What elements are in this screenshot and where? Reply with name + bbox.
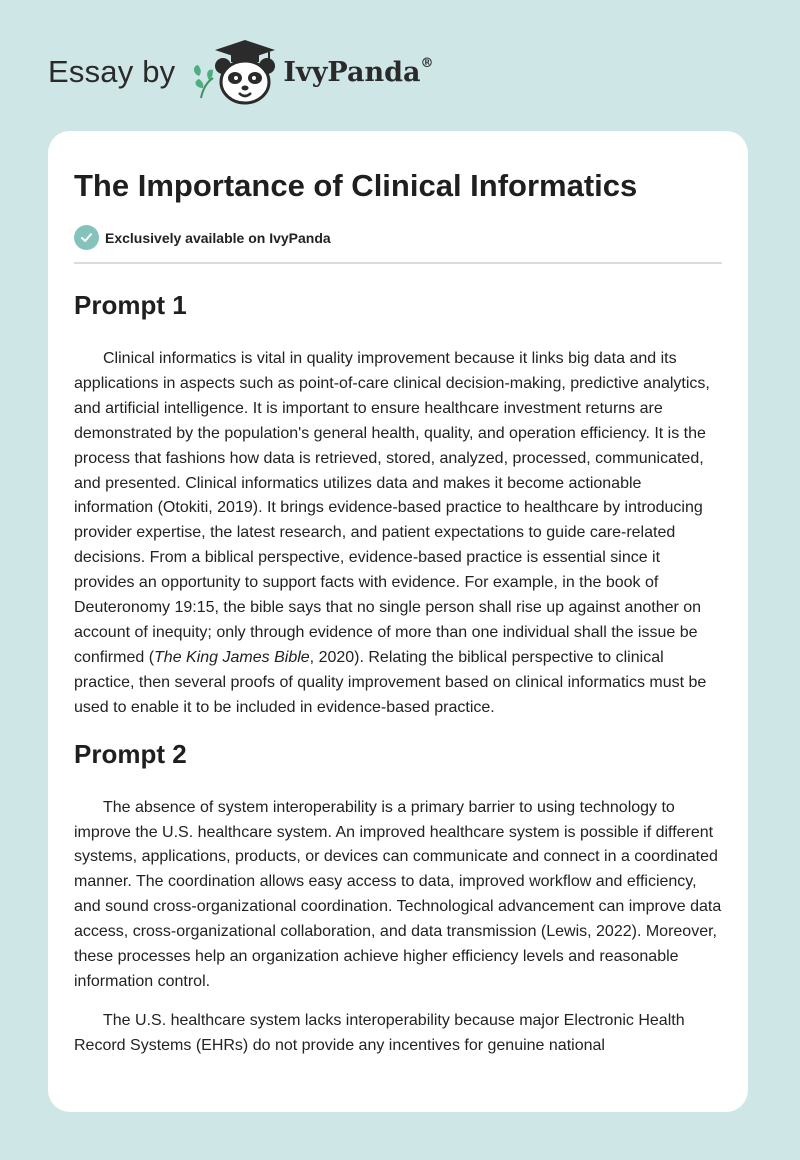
page-title: The Importance of Clinical Informatics bbox=[74, 168, 638, 203]
essay-by-label: Essay by bbox=[48, 54, 176, 89]
badge-label: Exclusively available on IvyPanda bbox=[105, 229, 331, 246]
registered-mark: ® bbox=[420, 55, 434, 71]
paragraph: The U.S. healthcare system lacks interoperability because major Electronic Health Record Systems (EHRs) do not provide any incentives for genuine national bbox=[74, 1011, 685, 1054]
brand-name[interactable] bbox=[283, 57, 433, 88]
citation-title: The King James Bible bbox=[154, 648, 310, 666]
site-header bbox=[48, 36, 433, 108]
section-heading-prompt-2: Prompt 2 bbox=[74, 738, 187, 769]
title-divider bbox=[74, 262, 722, 264]
section-heading-prompt-1: Prompt 1 bbox=[74, 290, 187, 320]
paragraph: The absence of system interoperability is a primary barrier to using technology to improve the U.S. healthcare system. An improved healthcare system is possible if different systems, applications, products, or devices can communicate and connect in a coordinated manner. The coordination allows easy access to data, improved workflow and efficiency, and sound cross-organizational coordination. Technological advancement can improve data access, cross-organizational collaboration, and data transmission (Lewis, 2022). Moreover, these processes help an organization achieve higher efficiency levels and reasonable information control. bbox=[74, 798, 722, 990]
paragraph-text-after: , 2020). Relating the biblical perspective to clinical practice, then several proofs of quality improvement based on clinical informatics must be used to enable it to be included in evidence-based practice. bbox=[74, 648, 707, 716]
exclusive-badge bbox=[74, 225, 722, 250]
article-card bbox=[48, 131, 748, 1112]
brand-label: IvyPanda bbox=[283, 56, 421, 88]
check-circle-icon bbox=[74, 225, 99, 250]
paragraph bbox=[74, 347, 722, 721]
panda-graduate-icon[interactable] bbox=[189, 36, 281, 108]
paragraph-text-before: Clinical informatics is vital in quality improvement because it links big data and its applications in aspects such as point-of-care clinical decision-making, predictive analytics, and artificial intelligence. It is important to ensure healthcare investment returns are demonstrated by the population's general health, quality, and operation efficiency. It is the process that fashions how data is retrieved, stored, analyzed, processed, communicated, and presented. Clinical informatics utilizes data and makes it become actionable information (Otokiti, 2019). It brings evidence-based practice to healthcare by introducing provider expertise, the latest research, and patient expectations to guide care-related decisions. From a biblical perspective, evidence-based practice is essential since it provides an opportunity to support facts with evidence. For example, in the book of Deuteronomy 19:15, the bible says that no single person shall rise up against another on account of inequity; only through evidence of more than one individual shall the issue be confirmed ( bbox=[74, 350, 710, 666]
